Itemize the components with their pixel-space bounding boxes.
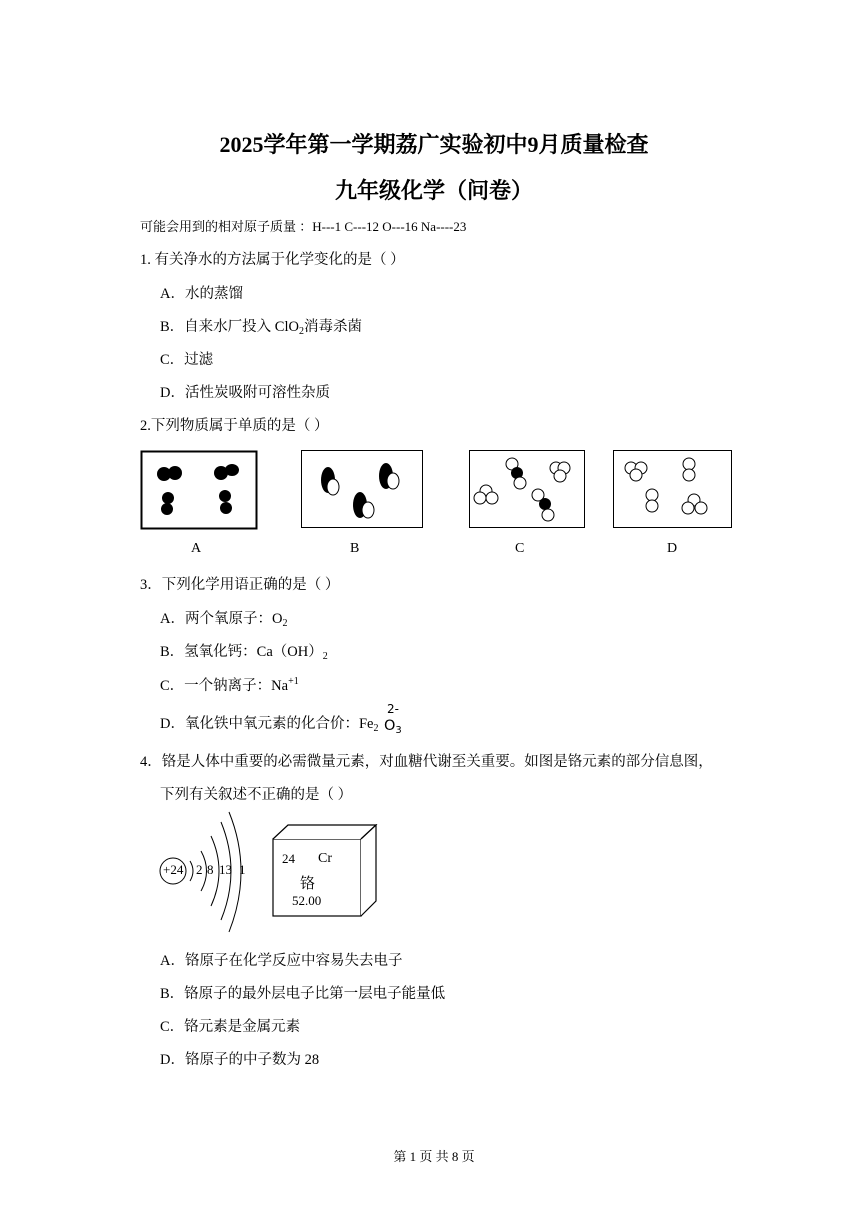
q1-option-b: B．自来水厂投入 ClO$_2$消毒杀菌 (160, 319, 362, 337)
q3-d-oxygen: $O_3$ (384, 718, 402, 736)
q3-option-b: B．氢氧化钙：$Ca(OH)_2$ (160, 644, 328, 662)
q2-label-a: A (191, 541, 202, 556)
shell-2-electrons: 8 (207, 862, 214, 877)
q2-label-c: C (515, 541, 525, 556)
page-title: 2025学年第一学期荔广实验初中9月质量检查 (219, 132, 649, 157)
shell-1-electrons: 2 (196, 862, 203, 877)
q3-stem: 3．下列化学用语正确的是（ ） (140, 577, 340, 593)
q4-stem-line1: 4．铬是人体中重要的必需微量元素，对血糖代谢至关重要。如图是铬元素的部分信息图， (140, 754, 713, 770)
q2-figure-d (612, 450, 734, 530)
shell-4-electrons: 1 (239, 862, 246, 877)
q4-option-a: A．铬原子在化学反应中容易失去电子 (160, 953, 403, 969)
q4-option-b: B．铬原子的最外层电子比第一层电子能量低 (160, 986, 446, 1002)
q2-figure-a (140, 450, 260, 530)
q4-stem-line2: 下列有关叙述不正确的是（ ） (160, 787, 353, 803)
q2-label-b: B (350, 541, 360, 556)
element-atomic-number: 24 (282, 851, 295, 866)
atomic-masses: 可能会用到的相对原子质量 ：H---1 C---12 O---16 Na----23 (140, 219, 467, 234)
q2-figure-b (300, 450, 424, 530)
page-footer: 第 1 页 共 8 页 (393, 1149, 475, 1164)
page-subtitle: 九年级化学（问卷） (334, 178, 533, 203)
q3-option-d: D．氧化铁中氧元素的化合价：$Fe_2$ (160, 716, 379, 734)
q3-option-a: A．两个氧原子：$O_2$ (160, 611, 288, 629)
element-atomic-mass: 52.00 (292, 893, 322, 908)
element-name: 铬 (300, 876, 316, 892)
q3-d-valence: 2- (387, 702, 399, 716)
q4-option-c: C．铬元素是金属元素 (160, 1019, 301, 1035)
q2-label-d: D (667, 541, 678, 556)
element-cell-cube (272, 824, 378, 918)
q1-stem: 1. 有关净水的方法属于化学变化的是（ ） (140, 252, 405, 268)
q4-option-d: D．铬原子的中子数为 28 (160, 1052, 320, 1068)
q2-figure-c (468, 450, 588, 530)
q1-option-c: C．过滤 (160, 352, 214, 368)
q3-option-c: C．一个钠离子：$Na^{+1}$ (160, 676, 299, 694)
nucleus-charge: +24 (163, 862, 184, 877)
element-symbol: Cr (318, 851, 332, 866)
shell-3-electrons: 13 (219, 862, 232, 877)
q1-option-d: D．活性炭吸附可溶性杂质 (160, 385, 330, 401)
q2-stem: 2.下列物质属于单质的是（ ） (140, 418, 329, 434)
q1-option-a: A．水的蒸馏 (160, 286, 243, 302)
